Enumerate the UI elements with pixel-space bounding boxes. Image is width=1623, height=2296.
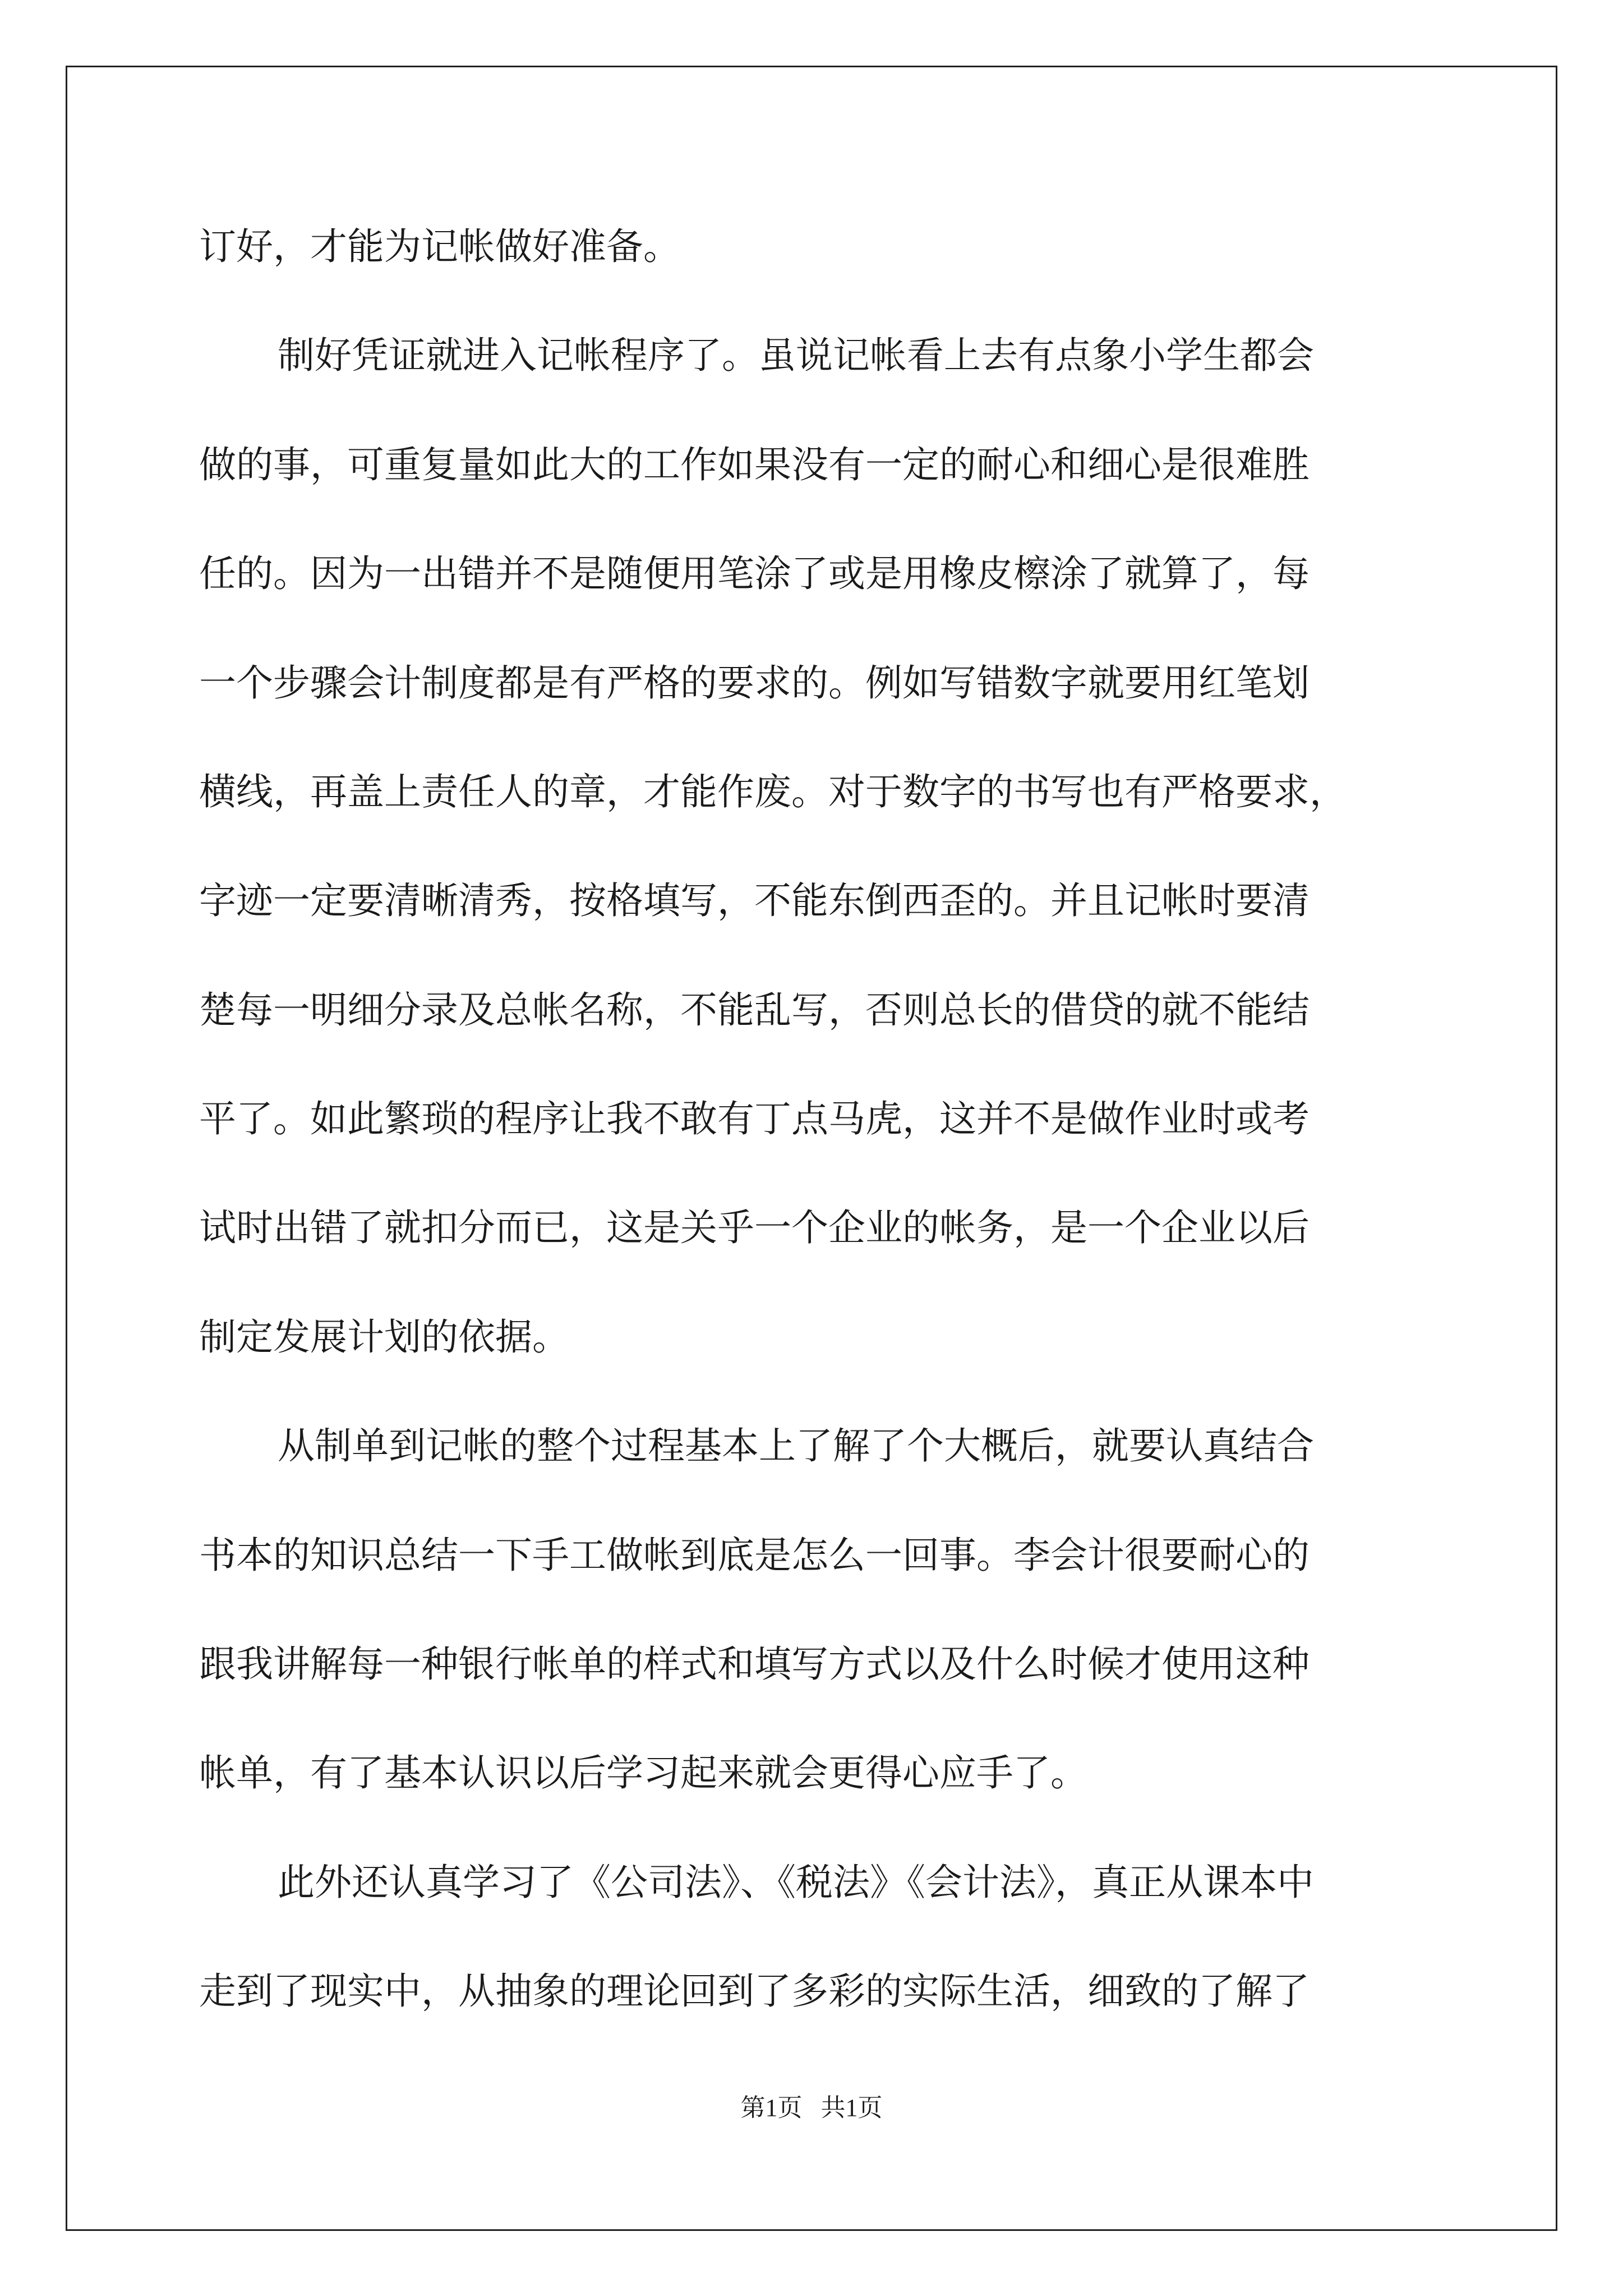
text-line-4: 任的。因为一出错并不是随便用笔涂了或是用橡皮檫涂了就算了，每 [199, 552, 1310, 595]
text-line-11: 制定发展计划的依据。 [199, 1315, 569, 1359]
text-line-15: 帐单，有了基本认识以后学习起来就会更得心应手了。 [199, 1751, 1087, 1795]
text-line-10: 试时出错了就扣分而已，这是关乎一个企业的帐务，是一个企业以后 [199, 1206, 1310, 1249]
text-line-16: 此外还认真学习了《公司法》、《税法》《会计法》，真正从课本中 [278, 1861, 1314, 1904]
text-line-7: 字迹一定要清晰清秀，按格填写，不能东倒西歪的。并且记帐时要清 [199, 879, 1310, 922]
text-line-1: 订好，才能为记帐做好准备。 [199, 225, 680, 268]
text-line-14: 跟我讲解每一种银行帐单的样式和填写方式以及什么时候才使用这种 [199, 1642, 1310, 1686]
text-line-5: 一个步骤会计制度都是有严格的要求的。例如写错数字就要用红笔划 [199, 661, 1310, 705]
text-line-8: 楚每一明细分录及总帐名称，不能乱写，否则总长的借贷的就不能结 [199, 988, 1310, 1032]
page-footer: 第1页 共1页 [740, 2094, 883, 2122]
text-line-9: 平了。如此繁琐的程序让我不敢有丁点马虎，这并不是做作业时或考 [199, 1097, 1310, 1140]
text-line-17: 走到了现实中，从抽象的理论回到了多彩的实际生活，细致的了解了 [199, 1970, 1310, 2013]
text-line-3: 做的事，可重复量如此大的工作如果没有一定的耐心和细心是很难胜 [199, 443, 1310, 486]
text-line-2: 制好凭证就进入记帐程序了。虽说记帐看上去有点象小学生都会 [278, 334, 1314, 377]
text-line-13: 书本的知识总结一下手工做帐到底是怎么一回事。李会计很要耐心的 [199, 1534, 1310, 1577]
text-line-6: 横线，再盖上责任人的章，才能作废。对于数字的书写也有严格要求， [199, 770, 1347, 813]
text-line-12: 从制单到记帐的整个过程基本上了解了个大概后，就要认真结合 [278, 1424, 1314, 1467]
